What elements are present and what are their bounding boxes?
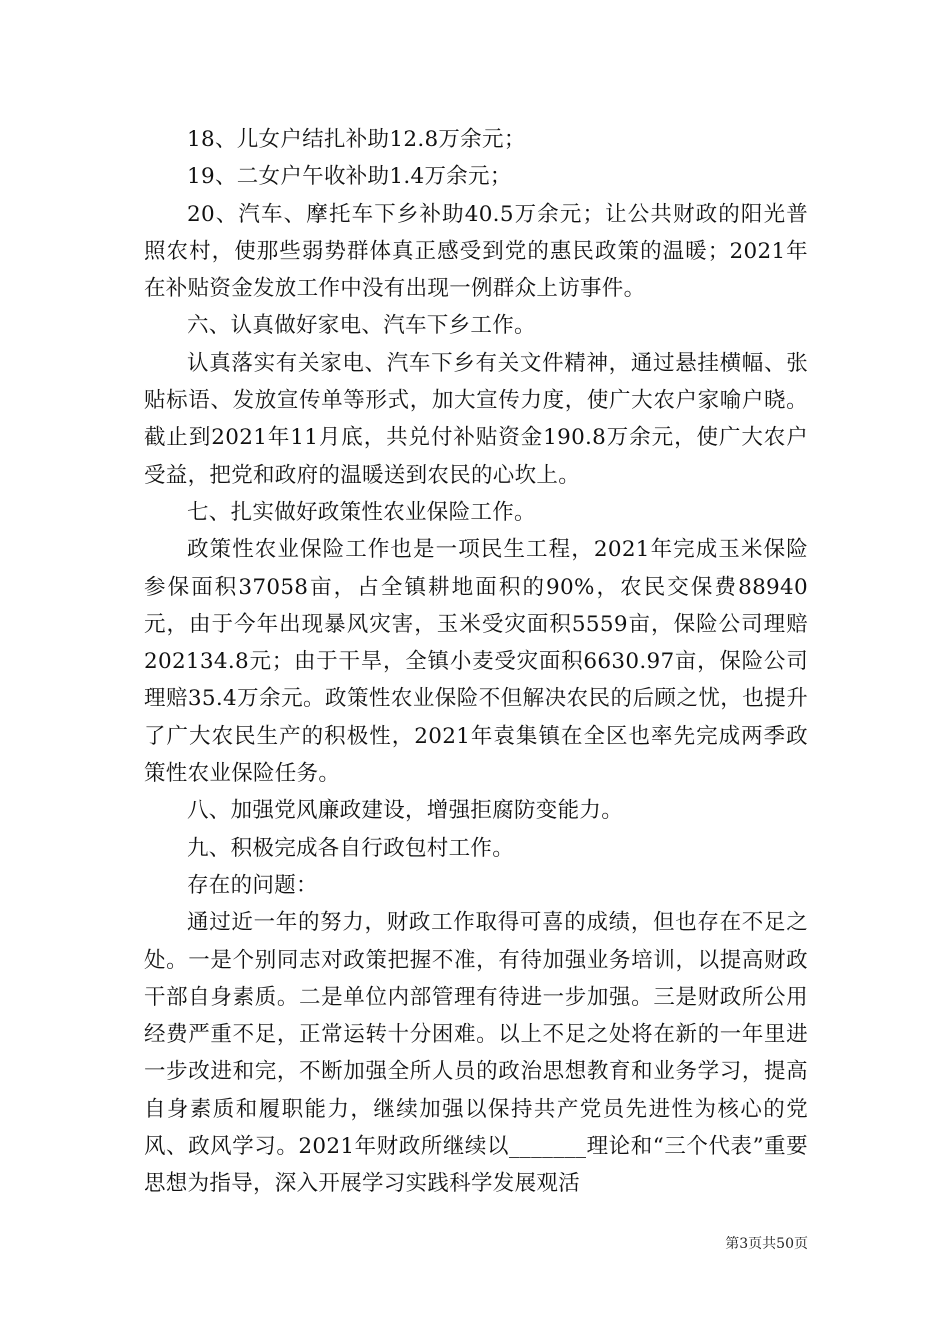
paragraph-appliance-vehicle: 认真落实有关家电、汽车下乡有关文件精神，通过悬挂横幅、张贴标语、发放宣传单等形式，加大宣传力度，使广大农户家喻户晓。截止到2021年11月底，共兑付补贴资金190.8万余元，使广大农户受益，把党和政府的温暖送到农民的心坎上。 [144, 350, 808, 488]
paragraph-subsidy-20: 20、汽车、摩托车下乡补助40.5万余元；让公共财政的阳光普照农村，使那些弱势群体真正感受到党的惠民政策的温暖；2021年在补贴资金发放工作中没有出现一例群众上访事件。 [144, 201, 808, 302]
paragraph-subsidy-19: 19、二女户午收补助1.4万余元； [187, 164, 512, 190]
section-heading-8: 八、加强党风廉政建设，增强拒腐防变能力。 [187, 798, 624, 824]
paragraph-problems: 通过近一年的努力，财政工作取得可喜的成绩，但也存在不足之处。一是个别同志对政策把握不准，有待加强业务培训，以提高财政干部自身素质。二是单位内部管理有待进一步加强。三是财政所公用经费严重不足，正常运转十分困难。以上不足之处将在新的一年里进一步改进和完，不断加强全所人员的政治思想教育和业务学习，提高自身素质和履职能力，继续加强以保持共产党员先进性为核心的党风、政风学习。2021年财政所继续以_______理论和“三个代表”重要思想为指导，深入开展学习实践科学发展观活 [144, 910, 808, 1197]
document-body [144, 121, 808, 1203]
page-number-footer: 第3页共50页 [725, 1236, 808, 1252]
section-heading-problems: 存在的问题： [187, 872, 318, 898]
paragraph-agri-insurance: 政策性农业保险工作也是一项民生工程，2021年完成玉米保险参保面积37058亩，占全镇耕地面积的90%，农民交保费88940元，由于今年出现暴风灾害，玉米受灾面积5559亩，保险公司理赔202134.8元；由于干旱，全镇小麦受灾面积6630.97亩，保险公司理赔35.4万余元。政策性农业保险不但解决农民的后顾之忧，也提升了广大农民生产的积极性，2021年袁集镇在全区也率先完成两季政策性农业保险任务。 [144, 537, 808, 787]
section-heading-9: 九、积极完成各自行政包村工作。 [187, 835, 515, 861]
section-heading-7: 七、扎实做好政策性农业保险工作。 [187, 499, 536, 525]
section-heading-6: 六、认真做好家电、汽车下乡工作。 [187, 313, 536, 339]
paragraph-subsidy-18: 18、儿女户结扎补助12.8万余元； [187, 127, 526, 152]
